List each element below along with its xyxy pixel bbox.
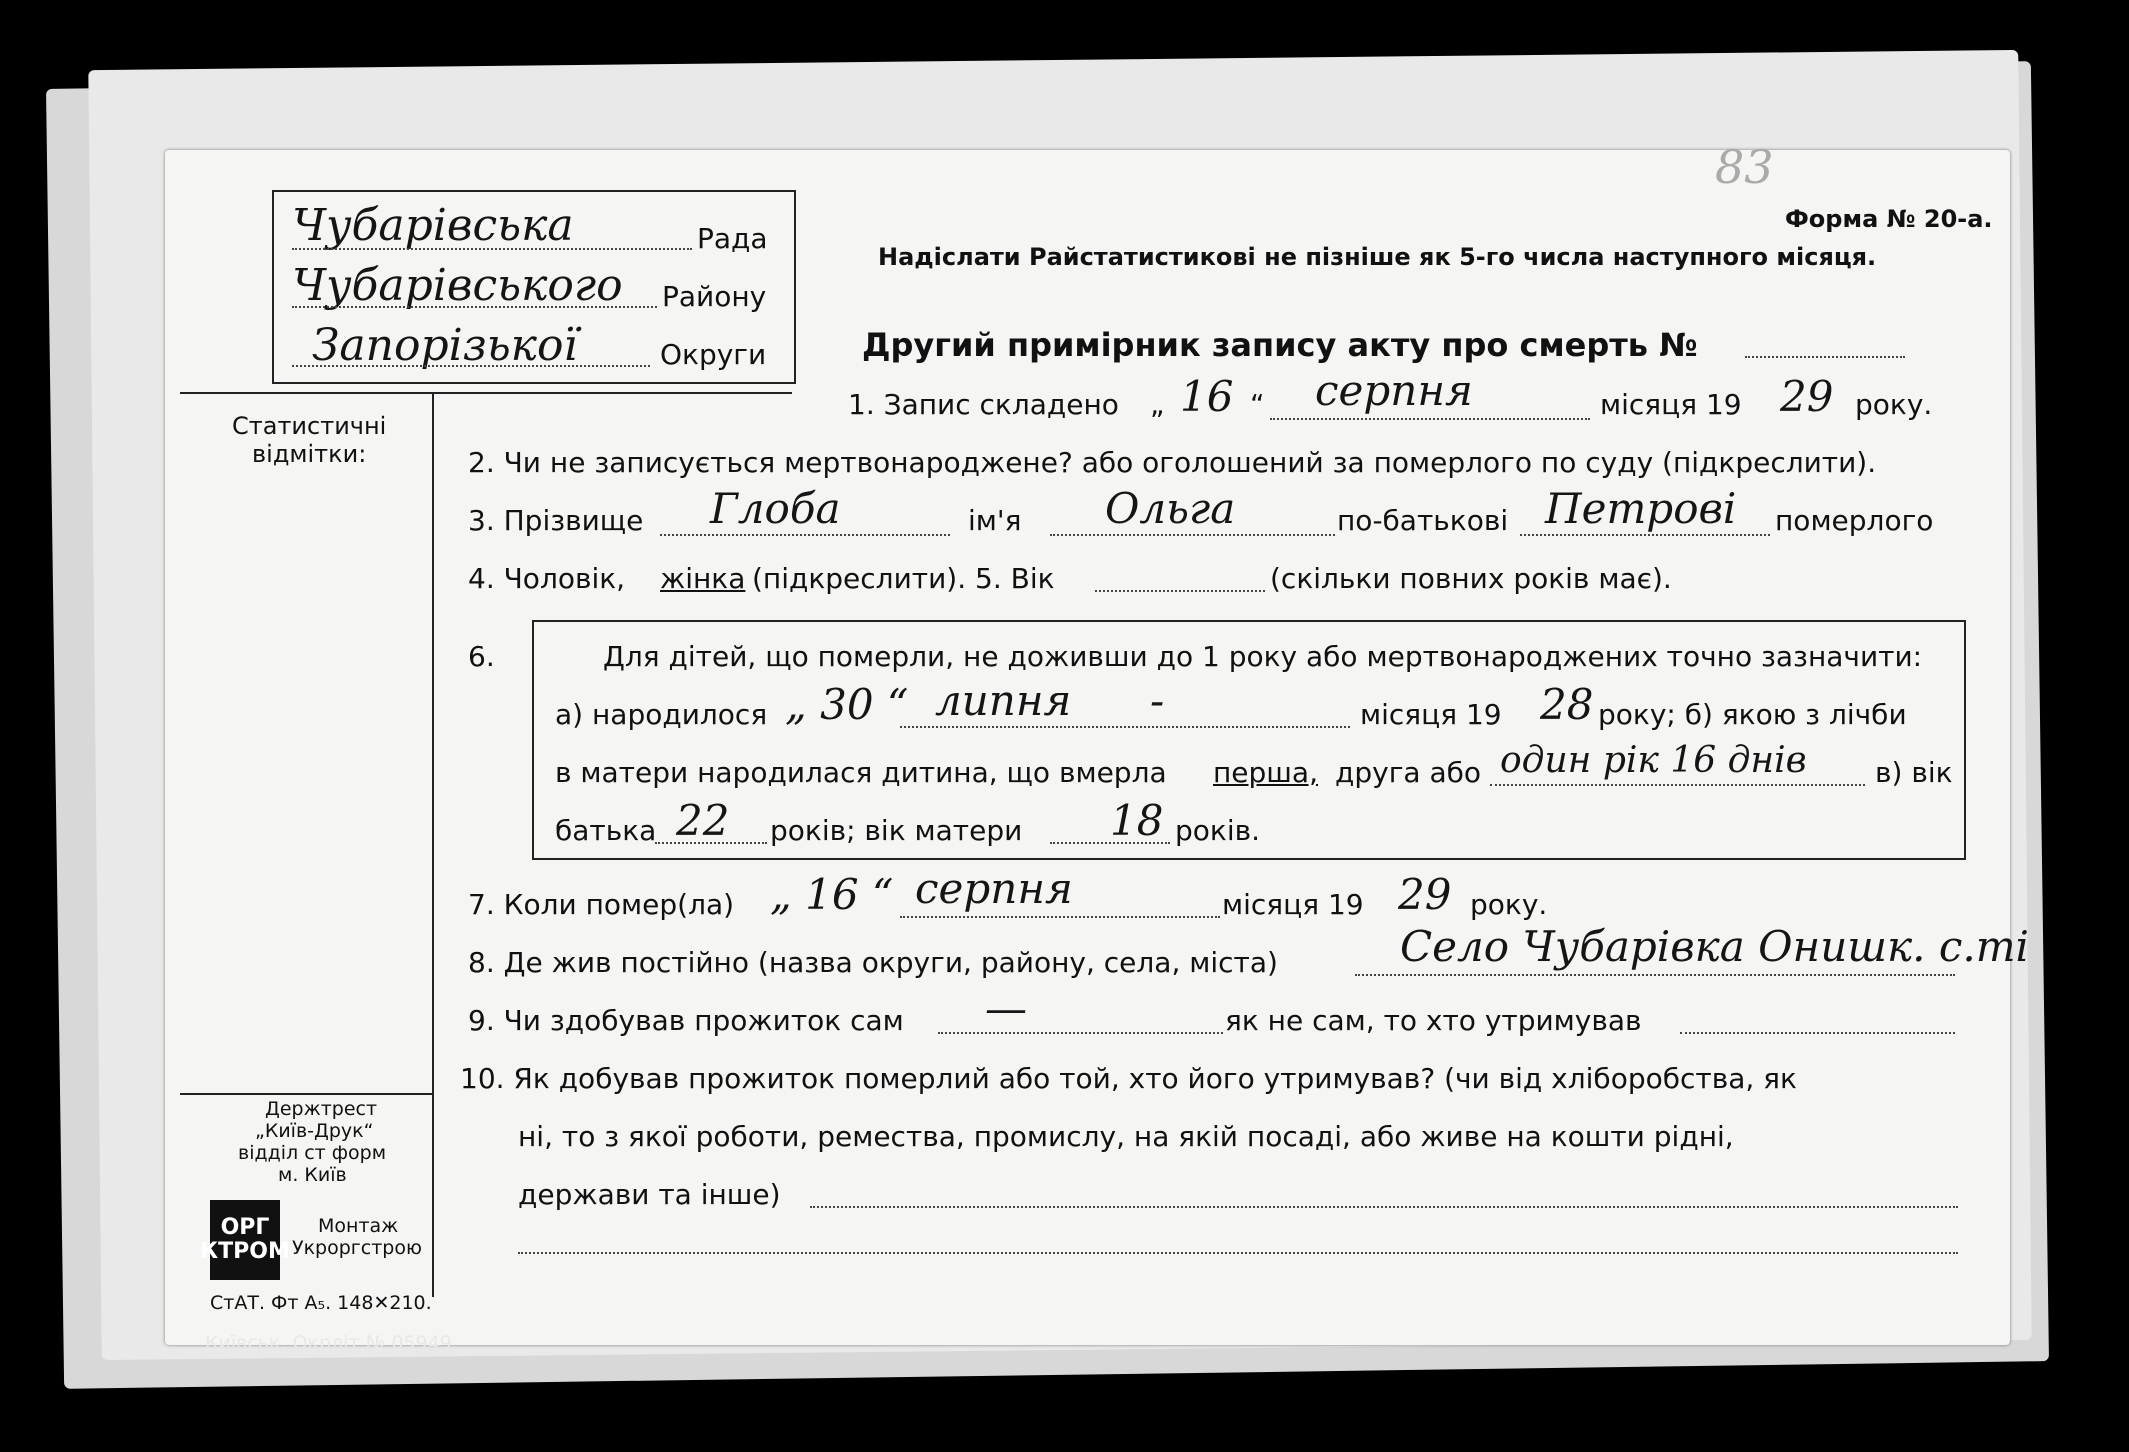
field-6c-prefix: батька	[555, 814, 657, 847]
okruha-dotline	[292, 365, 650, 367]
field-7-prefix: 7. Коли помер(ла)	[468, 888, 735, 921]
field-1-month-dotline	[1270, 418, 1590, 420]
field-9-self-dotline	[938, 1032, 1223, 1034]
field-3-name: Ольга	[1105, 484, 1236, 533]
field-5-suffix: (скільки повних років має).	[1270, 562, 1672, 595]
document-title: Другий примірник запису акту про смерть №	[862, 326, 1698, 364]
field-3-surname-dotline	[660, 534, 950, 536]
field-1-month-label: місяця 19	[1600, 388, 1742, 421]
header-separator	[180, 392, 792, 394]
field-3-patronymic-dotline	[1520, 534, 1770, 536]
field-6b-dotline	[1490, 784, 1865, 786]
field-8-prefix: 8. Де жив постійно (назва округи, району, села, міста)	[468, 946, 1278, 979]
field-7-suffix: року.	[1470, 888, 1548, 921]
field-4-female-underlined: жінка	[660, 562, 746, 595]
field-10-line-2: ні, то з якої роботи, ремества, промислу, на якій посаді, або живе на кошти рідні,	[518, 1120, 1734, 1153]
field-4-prefix: 4. Чоловік,	[468, 562, 626, 595]
field-5-age-dotline	[1095, 590, 1265, 592]
statistical-marks-label: Статистичні відмітки:	[232, 412, 387, 468]
field-6c-middle: років; вік матери	[770, 814, 1023, 847]
record-number-dotline	[1745, 356, 1905, 358]
field-3-patronymic: Петрові	[1545, 484, 1737, 533]
field-7-year: 29	[1398, 870, 1452, 919]
field-7-month-dotline	[900, 916, 1220, 918]
field-9-prefix: 9. Чи здобував прожиток сам	[468, 1004, 904, 1037]
field-3-prefix: 3. Прізвище	[468, 504, 644, 537]
field-3-surname: Глоба	[710, 484, 841, 533]
field-1-year: 29	[1780, 372, 1834, 421]
field-10-dotline-1	[810, 1206, 1958, 1208]
field-3-name-dotline	[1050, 534, 1335, 536]
left-column-divider	[432, 392, 434, 1297]
field-6b-suffix: в) вік	[1875, 756, 1953, 789]
field-10-dotline-2	[518, 1252, 1958, 1254]
field-6c-suffix: років.	[1175, 814, 1260, 847]
field-8-dotline	[1355, 974, 1955, 976]
field-1-day-open: „	[1150, 388, 1165, 421]
send-notice: Надіслати Райстатистикові не пізніше як 5-го числа наступного місяця.	[878, 243, 1877, 271]
field-6-number: 6.	[468, 640, 495, 673]
okruha-label: Округи	[660, 338, 767, 371]
rada-handwritten: Чубарiвська	[292, 200, 574, 251]
field-9-handwritten: —	[985, 984, 1027, 1033]
field-6-line-1: Для дітей, що померли, не доживши до 1 року або мертвонароджених точно зазначити:	[603, 640, 1923, 673]
field-1-day: 16	[1180, 372, 1234, 421]
rayon-handwritten: Чубарiвського	[292, 260, 623, 311]
field-1-day-close: “	[1250, 388, 1265, 421]
field-2-text: 2. Чи не записується мертвонароджене? або оголошений за померлого по суду (підкреслити).	[468, 446, 1877, 479]
rayon-dotline	[292, 306, 657, 308]
rada-label: Рада	[697, 222, 768, 255]
field-1-month: серпня	[1315, 366, 1473, 415]
montazh-line-2: Укроргстрою	[292, 1237, 422, 1259]
field-6b-prefix: в матери народилася дитина, що вмерла	[555, 756, 1167, 789]
field-7-month-label: місяця 19	[1222, 888, 1364, 921]
field-6c-mother-age: 18	[1110, 796, 1164, 845]
left-column-separator	[180, 1093, 432, 1095]
field-3-suffix: померлого	[1775, 504, 1934, 537]
field-8-residence: Село Чубарiвка Онишк. с.тi	[1400, 922, 2029, 971]
field-6a-month-dotline	[900, 726, 1350, 728]
printer-line-3: відділ ст форм	[238, 1142, 387, 1164]
field-6c-father-age: 22	[676, 796, 730, 845]
field-6a-month-label: місяця 19	[1360, 698, 1502, 731]
printer-line-2: „Київ-Друк“	[255, 1120, 374, 1142]
field-6b-handwritten: один рік 16 днів	[1500, 740, 1807, 781]
field-6a-month: липня	[935, 676, 1072, 725]
field-1-prefix: 1. Запис складено	[848, 388, 1119, 421]
field-6a-dash: -	[1150, 676, 1165, 725]
field-6a-suffix: року; б) якою з лічби	[1598, 698, 1907, 731]
field-7-month: серпня	[915, 864, 1073, 913]
field-1-suffix: року.	[1855, 388, 1933, 421]
okruha-handwritten: Запорiзької	[312, 320, 578, 371]
paper-format: СтАТ. Фт А₅. 148✕210.	[210, 1292, 432, 1314]
field-4-middle: (підкреслити). 5. Вік	[752, 562, 1055, 595]
ukrorgstroy-logo: ОРГ КТРОМ	[210, 1200, 280, 1280]
field-3-name-label: ім'я	[968, 504, 1022, 537]
okrlit-number: Київськ. Окрліт № 05949.	[205, 1332, 458, 1354]
field-6c-mother-dotline	[1050, 842, 1170, 844]
field-6b-middle: друга або	[1335, 756, 1482, 789]
field-6c-father-dotline	[655, 842, 767, 844]
field-10-line-3: держави та інше)	[518, 1178, 781, 1211]
printer-line-4: м. Київ	[278, 1164, 347, 1186]
corner-number: 83	[1715, 140, 1774, 194]
rada-dotline	[292, 248, 692, 250]
printer-line-1: Держтрест	[265, 1098, 378, 1120]
form-number: Форма № 20-а.	[1785, 205, 1993, 233]
field-9-supporter-dotline	[1680, 1032, 1955, 1034]
field-3-patronymic-label: по-батькові	[1337, 504, 1509, 537]
field-6a-day: „ 30 “	[785, 680, 909, 729]
field-9-suffix: як не сам, то хто утримував	[1225, 1004, 1642, 1037]
field-6a-prefix: а) народилося	[555, 698, 768, 731]
rayon-label: Району	[662, 280, 767, 313]
field-7-day: „ 16 “	[770, 870, 894, 919]
field-10-line-1: 10. Як добував прожиток померлий або той, хто його утримував? (чи від хліборобства, як	[460, 1062, 1797, 1095]
montazh-line-1: Монтаж	[318, 1215, 399, 1237]
field-6b-first-underlined: перша,	[1213, 756, 1318, 789]
field-6a-year: 28	[1540, 680, 1594, 729]
